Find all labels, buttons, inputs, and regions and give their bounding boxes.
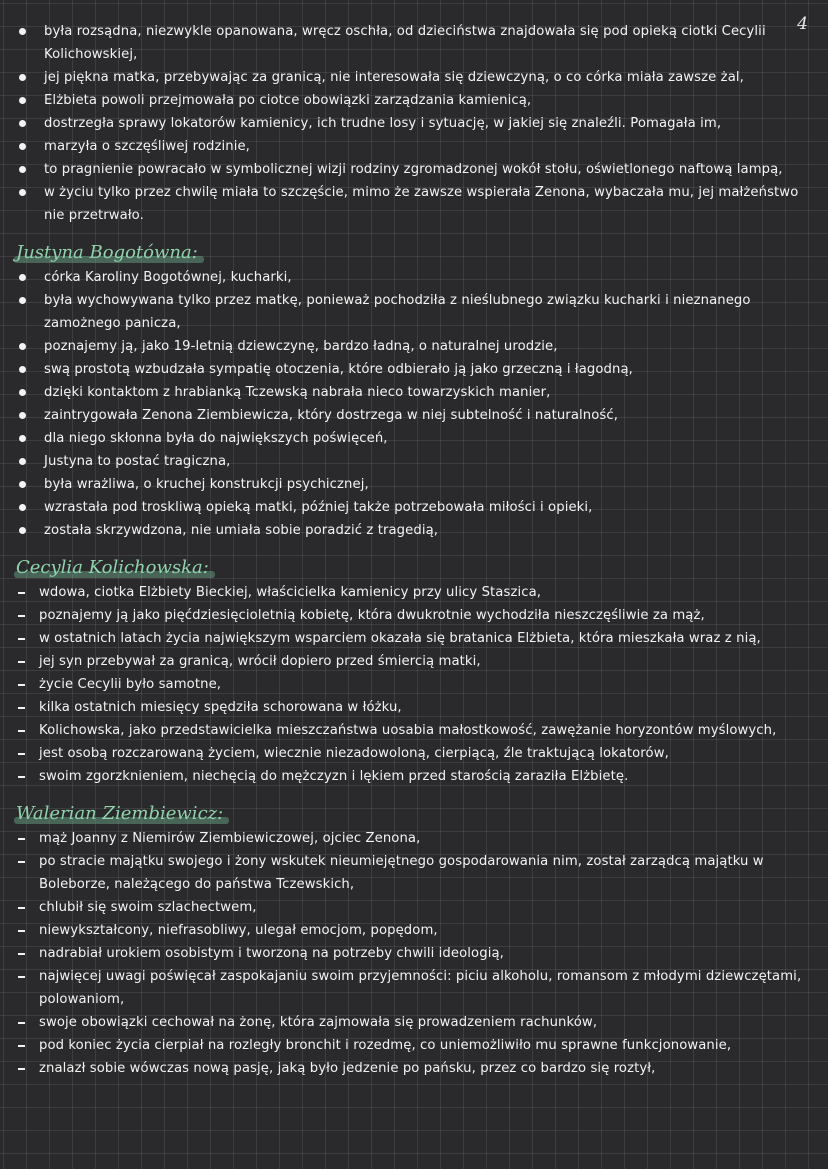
section-title: Walerian Ziembiewicz:: [14, 800, 229, 827]
list-item: kilka ostatnich miesięcy spędziła schorowana w łóżku,: [14, 696, 814, 719]
list-item: jest osobą rozczarowaną życiem, wiecznie niezadowoloną, cierpiącą, źle traktującą lokatorów,: [14, 742, 814, 765]
list-item: chlubił się swoim szlachectwem,: [14, 896, 814, 919]
list-item: mąż Joanny z Niemirów Ziembiewiczowej, ojciec Zenona,: [14, 827, 814, 850]
list-item: dla niego skłonna była do największych poświęceń,: [14, 427, 814, 450]
list-item: dzięki kontaktom z hrabianką Tczewską nabrała nieco towarzyskich manier,: [14, 381, 814, 404]
list-item: córka Karoliny Bogotównej, kucharki,: [14, 266, 814, 289]
list-item: poznajemy ją jako pięćdziesięcioletnią kobietę, która dwukrotnie wychodziła nieszczęśliwie za mąż,: [14, 604, 814, 627]
list-item: dostrzegła sprawy lokatorów kamienicy, ich trudne losy i sytuację, w jakiej się znaleźli. Pomagała im,: [14, 112, 814, 135]
list-item: została skrzywdzona, nie umiała sobie poradzić z tragedią,: [14, 519, 814, 542]
elzbieta-traits-list: [14, 20, 814, 227]
list-item: niewykształcony, niefrasobliwy, ulegał emocjom, popędom,: [14, 919, 814, 942]
list-item: znalazł sobie wówczas nową pasję, jaką było jedzenie po pańsku, przez co bardzo się roztył,: [14, 1057, 814, 1080]
list-item: swoim zgorzknieniem, niechęcią do mężczyzn i lękiem przed starością zaraziła Elżbietę.: [14, 765, 814, 788]
section-title: Justyna Bogotówna:: [14, 239, 204, 266]
list-item: Justyna to postać tragiczna,: [14, 450, 814, 473]
list-item: była rozsądna, niezwykle opanowana, wręcz oschła, od dzieciństwa znajdowała się pod opieką ciotki Cecylii Kolichowskiej,: [14, 20, 814, 66]
notes-content: [14, 20, 814, 1080]
list-item: po stracie majątku swojego i żony wskutek nieumiejętnego gospodarowania nim, został zarządcą majątku w Boleborze, należącego do państwa Tczewskich,: [14, 850, 814, 896]
list-item: zaintrygowała Zenona Ziembiewicza, który dostrzega w niej subtelność i naturalność,: [14, 404, 814, 427]
list-item: Kolichowska, jako przedstawicielka mieszczaństwa uosabia małostkowość, zawężanie horyzontów myślowych,: [14, 719, 814, 742]
list-item: marzyła o szczęśliwej rodzinie,: [14, 135, 814, 158]
list-item: jej syn przebywał za granicą, wrócił dopiero przed śmiercią matki,: [14, 650, 814, 673]
list-item: pod koniec życia cierpiał na rozległy bronchit i rozedmę, co uniemożliwiło mu sprawne funkcjonowanie,: [14, 1034, 814, 1057]
justyna-traits-list: [14, 266, 814, 542]
list-item: nadrabiał urokiem osobistym i tworzoną na potrzeby chwili ideologią,: [14, 942, 814, 965]
list-item: w ostatnich latach życia największym wsparciem okazała się bratanica Elżbieta, która mieszkała wraz z nią,: [14, 627, 814, 650]
list-item: była wrażliwa, o kruchej konstrukcji psychicznej,: [14, 473, 814, 496]
list-item: swą prostotą wzbudzała sympatię otoczenia, które odbierało ją jako grzeczną i łagodną,: [14, 358, 814, 381]
list-item: poznajemy ją, jako 19-letnią dziewczynę, bardzo ładną, o naturalnej urodzie,: [14, 335, 814, 358]
walerian-traits-list: [14, 827, 814, 1080]
list-item: w życiu tylko przez chwilę miała to szczęście, mimo że zawsze wspierała Zenona, wybaczała mu, jej małżeństwo nie przetrwało.: [14, 181, 814, 227]
section-heading-justyna: [14, 239, 814, 266]
list-item: to pragnienie powracało w symbolicznej wizji rodziny zgromadzonej wokół stołu, oświetlonego naftową lampą,: [14, 158, 814, 181]
section-heading-cecylia: [14, 554, 814, 581]
list-item: wzrastała pod troskliwą opieką matki, później także potrzebowała miłości i opieki,: [14, 496, 814, 519]
section-heading-walerian: [14, 800, 814, 827]
list-item: jej piękna matka, przebywając za granicą, nie interesowała się dziewczyną, o co córka miała zawsze żal,: [14, 66, 814, 89]
list-item: była wychowywana tylko przez matkę, ponieważ pochodziła z nieślubnego związku kucharki i nieznanego zamożnego panicza,: [14, 289, 814, 335]
cecylia-traits-list: [14, 581, 814, 788]
section-title: Cecylia Kolichowska:: [14, 554, 215, 581]
list-item: Elżbieta powoli przejmowała po ciotce obowiązki zarządzania kamienicą,: [14, 89, 814, 112]
list-item: wdowa, ciotka Elżbiety Bieckiej, właścicielka kamienicy przy ulicy Staszica,: [14, 581, 814, 604]
page-number: 4: [797, 14, 808, 34]
list-item: swoje obowiązki cechował na żonę, która zajmowała się prowadzeniem rachunków,: [14, 1011, 814, 1034]
list-item: życie Cecylii było samotne,: [14, 673, 814, 696]
list-item: najwięcej uwagi poświęcał zaspokajaniu swoim przyjemności: piciu alkoholu, romansom z młodymi dziewczętami, polowaniom,: [14, 965, 814, 1011]
